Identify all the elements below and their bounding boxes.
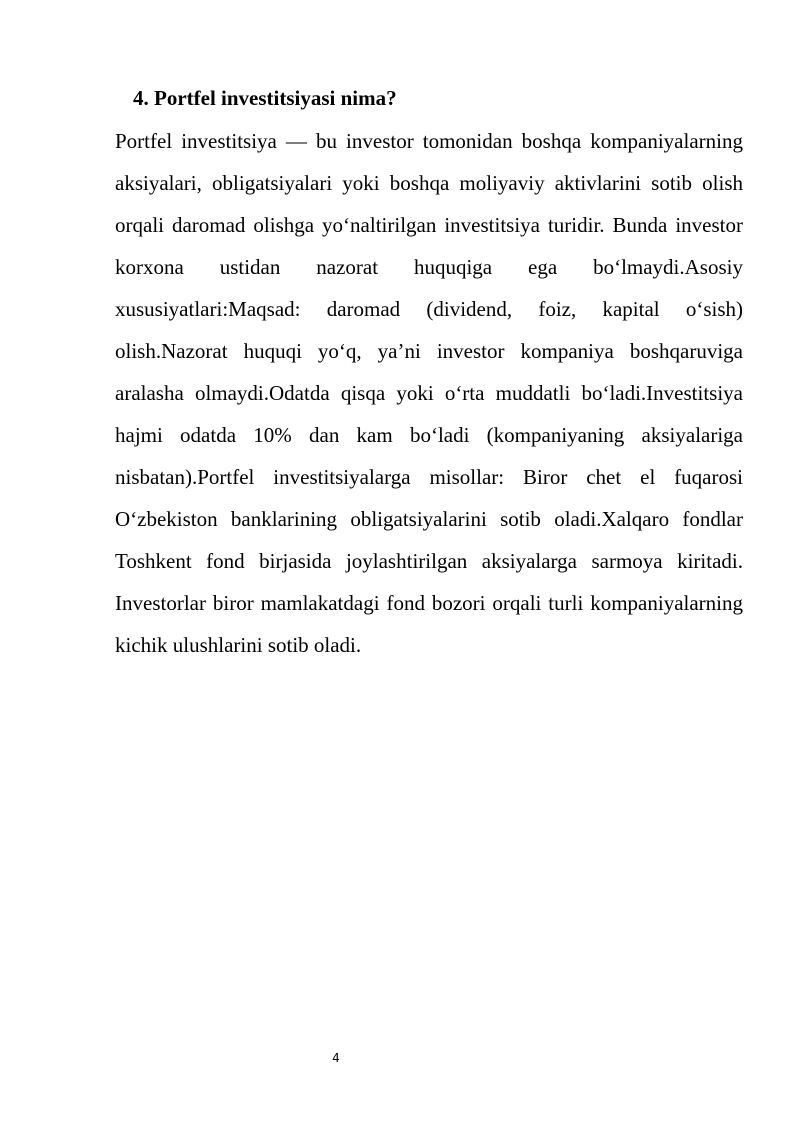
body-paragraph: Portfel investitsiya — bu investor tomonidan boshqa kompaniyalarning aksiyalari, obligatsiyalari yoki boshqa moliyaviy aktivlarini sotib olish orqali daromad olishga yo‘naltirilgan investitsiya turidir. Bunda investor korxona ustidan nazorat huquqiga ega bo‘lmaydi.Asosiy xususiyatlari:Maqsad: daromad (dividend, foiz, kapital o‘sish) olish.Nazorat huquqi yo‘q, ya’ni investor kompaniya boshqaruviga aralasha olmaydi.Odatda qisqa yoki o‘rta muddatli bo‘ladi.Investitsiya hajmi odatda 10% dan kam bo‘ladi (kompaniyaning aksiyalariga nisbatan).Portfel investitsiyalarga misollar: Biror chet el fuqarosi O‘zbekiston banklarining obligatsiyalarini sotib oladi.Xalqaro fondlar Toshkent fond birjasida joylashtirilgan aksiyalarga sarmoya kiritadi. Investorlar biror mamlakatdagi fond bozori orqali turli kompaniyalarning kichik ulushlarini sotib oladi.: [115, 129, 743, 657]
page-number: 4: [332, 1051, 340, 1065]
section-heading: 4. Portfel investitsiyasi nima?: [133, 86, 397, 110]
